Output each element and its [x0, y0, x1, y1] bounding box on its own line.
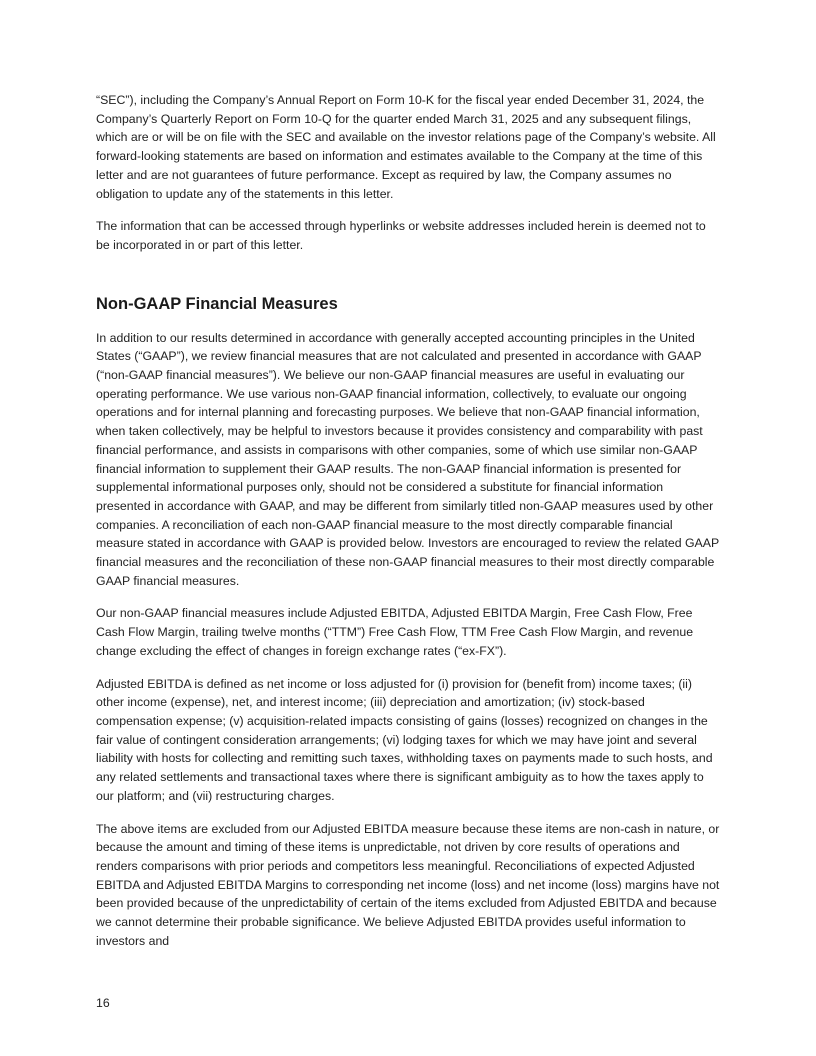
section-paragraph-exclusions: The above items are excluded from our Adjusted EBITDA measure because these items are non-cash in nature, or because the amount and timing of these items is unpredictable, not driven by core results of operations and renders comparisons with prior periods and competitors less meaningful. Reconciliations of expected Adjusted EBITDA and Adjusted EBITDA Margins to corresponding net income (loss) and net income (loss) margins have not been provided because of the unpredictability of certain of the items excluded from Adjusted EBITDA and because we cannot determine their probable significance. We believe Adjusted EBITDA provides useful information to investors and	[96, 821, 720, 948]
intro-paragraph-sec-filings: “SEC”), including the Company’s Annual Report on Form 10-K for the fiscal year ended December 31, 2024, the Company’s Quarterly Report on Form 10-Q for the quarter ended March 31, 2025 and any subsequent filings, which are or will be on file with the SEC and available on the investor relations page of the Company’s website. All forward-looking statements are based on information and estimates available to the Company at the time of this letter and are not guarantees of future performance. Except as required by law, the Company assumes no obligation to update any of the statements in this letter.	[96, 93, 716, 201]
section-paragraph-overview: In addition to our results determined in accordance with generally accepted accounting principles in the United States (“GAAP”), we review financial measures that are not calculated and presented in accordance with GAAP (“non-GAAP financial measures”). We believe our non-GAAP financial measures are useful in evaluating our operating performance. We use various non-GAAP financial information, collectively, to evaluate our ongoing operations and for internal planning and forecasting purposes. We believe that non-GAAP financial information, when taken collectively, may be helpful to investors because it provides consistency and comparability with past financial performance, and assists in comparisons with other companies, some of which use similar non-GAAP financial information to supplement their GAAP results. The non-GAAP financial information is presented for supplemental informational purposes only, should not be considered a substitute for financial information presented in accordance with GAAP, and may be different from similarly titled non-GAAP measures used by other companies. A reconciliation of each non-GAAP financial measure to the most directly comparable financial measure stated in accordance with GAAP is provided below. Investors are encouraged to review the related GAAP financial measures and the reconciliation of these non-GAAP financial measures to their most directly comparable GAAP financial measures.	[96, 330, 719, 588]
section-paragraph-measures-list: Our non-GAAP financial measures include Adjusted EBITDA, Adjusted EBITDA Margin, Free Cash Flow, Free Cash Flow Margin, trailing twelve months (“TTM”) Free Cash Flow, TTM Free Cash Flow Margin, and revenue change excluding the effect of changes in foreign exchange rates (“ex-FX”).	[96, 606, 694, 658]
section-title: Non-GAAP Financial Measures	[96, 294, 338, 313]
page-body	[96, 91, 721, 964]
page-number: 16	[96, 996, 110, 1010]
section-paragraph-adjusted-ebitda-definition: Adjusted EBITDA is defined as net income or loss adjusted for (i) provision for (benefit from) income taxes; (ii) other income (expense), net, and interest income; (iii) depreciation and amortization; (iv) stock-based compensation expense; (v) acquisition-related impacts consisting of gains (losses) recognized on changes in the fair value of contingent consideration arrangements; (vi) lodging taxes for which we may have joint and several liability with hosts for collecting and remitting such taxes, withholding taxes on payments made to such hosts, and any related settlements and transactional taxes where there is significant ambiguity as to how the taxes apply to our platform; and (vii) restructuring charges.	[96, 676, 713, 803]
intro-paragraph-hyperlinks: The information that can be accessed through hyperlinks or website addresses included herein is deemed not to be incorporated in or part of this letter.	[96, 219, 706, 252]
